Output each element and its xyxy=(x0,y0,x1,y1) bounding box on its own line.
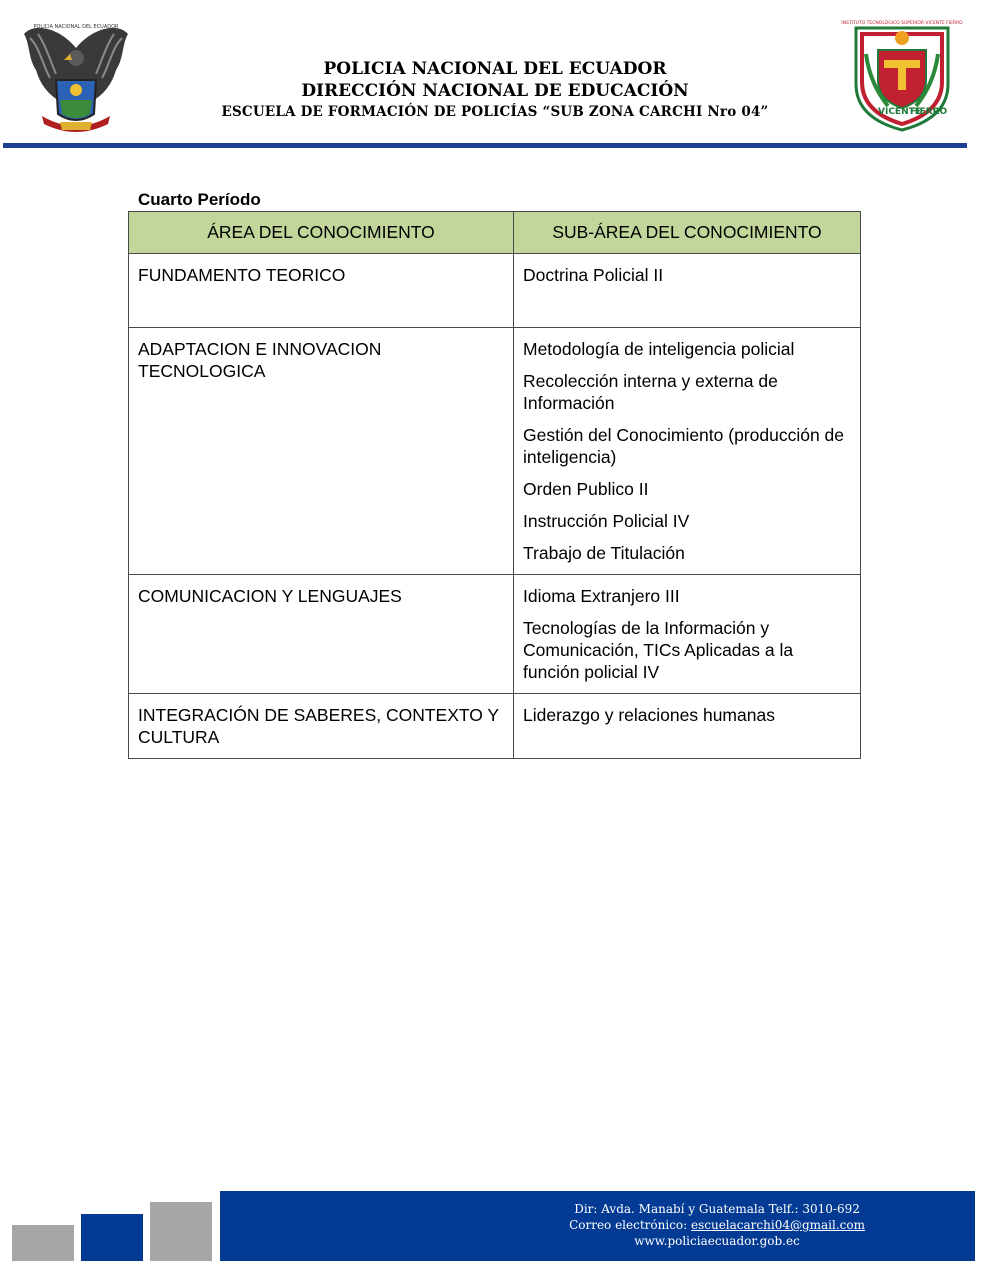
footer-email-label: Correo electrónico: xyxy=(569,1218,691,1232)
footer-square-blue xyxy=(81,1214,143,1261)
subarea-item: Idioma Extranjero III xyxy=(523,586,680,606)
subarea-item: Trabajo de Titulación xyxy=(523,543,685,563)
section-title: Cuarto Período xyxy=(138,190,261,209)
footer-website[interactable]: www.policiaecuador.gob.ec xyxy=(634,1234,800,1248)
subarea-cell xyxy=(514,254,861,328)
svg-text:VICENTE: VICENTE xyxy=(878,107,921,117)
area-cell: COMUNICACION Y LENGUAJES xyxy=(129,575,514,694)
footer-square-gray-2 xyxy=(150,1202,212,1261)
subarea-item: Instrucción Policial IV xyxy=(523,511,690,531)
header-line-2: DIRECCIÓN NACIONAL DE EDUCACIÓN xyxy=(301,81,689,101)
subarea-cell xyxy=(514,694,861,759)
right-logo-text: INSTITUTO TECNOLÓGICO SUPERIOR VICENTE FIERRO xyxy=(841,21,963,26)
table-row xyxy=(129,694,861,759)
document-header xyxy=(150,58,840,122)
area-cell: ADAPTACION E INNOVACION TECNOLOGICA xyxy=(129,328,514,575)
police-eagle-logo xyxy=(20,18,132,134)
subarea-item: Liderazgo y relaciones humanas xyxy=(523,705,775,725)
footer-email-line xyxy=(569,1217,865,1233)
column-header-subarea: SUB-ÁREA DEL CONOCIMIENTO xyxy=(514,212,861,254)
subarea-cell xyxy=(514,575,861,694)
column-header-area: ÁREA DEL CONOCIMIENTO xyxy=(129,212,514,254)
table-header-row xyxy=(129,212,861,254)
header-line-3: ESCUELA DE FORMACIÓN DE POLICÍAS “SUB ZONA CARCHI Nro 04” xyxy=(221,104,769,120)
subarea-cell xyxy=(514,328,861,575)
footer-email-link[interactable]: escuelacarchi04@gmail.com xyxy=(691,1218,865,1232)
curriculum-table xyxy=(128,211,861,759)
subarea-item: Orden Publico II xyxy=(523,479,649,499)
area-cell: FUNDAMENTO TEORICO xyxy=(129,254,514,328)
footer-bar xyxy=(220,1191,975,1261)
header-line-1: POLICIA NACIONAL DEL ECUADOR xyxy=(323,59,667,79)
footer-contact xyxy=(569,1201,865,1249)
subarea-item: Recolección interna y externa de Información xyxy=(523,371,778,413)
subarea-item: Metodología de inteligencia policial xyxy=(523,339,795,359)
subarea-item: Gestión del Conocimiento (producción de inteligencia) xyxy=(523,425,845,467)
area-cell: INTEGRACIÓN DE SABERES, CONTEXTO Y CULTURA xyxy=(129,694,514,759)
svg-text:FIERRO: FIERRO xyxy=(910,107,948,117)
footer-address: Dir: Avda. Manabí y Guatemala Telf.: 3010-692 xyxy=(574,1202,860,1216)
subarea-item: Doctrina Policial II xyxy=(523,265,664,285)
subarea-item: Tecnologías de la Información y Comunicación, TICs Aplicadas a la función policial IV xyxy=(523,618,794,682)
table-row xyxy=(129,328,861,575)
table-row xyxy=(129,575,861,694)
table-row xyxy=(129,254,861,328)
institute-shield-logo xyxy=(841,14,963,134)
footer-square-gray-1 xyxy=(12,1225,74,1261)
header-divider xyxy=(3,143,967,148)
left-logo-text: POLICIA NACIONAL DEL ECUADOR xyxy=(33,24,119,30)
